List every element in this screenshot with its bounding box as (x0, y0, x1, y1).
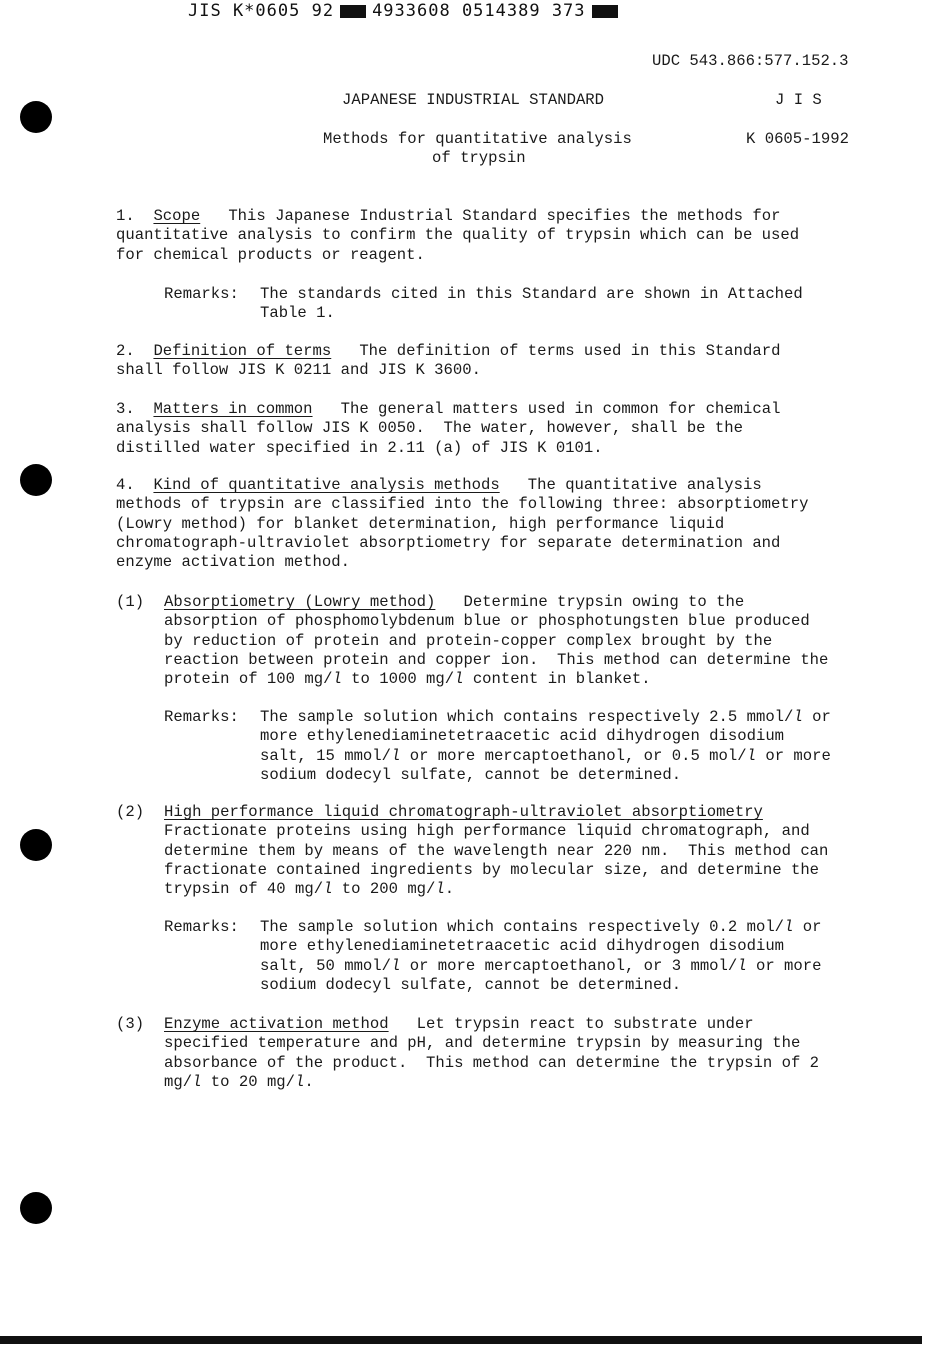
method-2-hplc (164, 803, 828, 899)
unit-litre: l (391, 746, 401, 765)
text-line: fractionate contained ingredients by molecular size, and determine the (164, 860, 820, 879)
standard-number: K 0605-1992 (746, 130, 849, 148)
section-heading: Matters in common (153, 400, 313, 418)
text-line: enzyme activation method. (116, 553, 350, 572)
text-line: specified temperature and pH, and determine trypsin by measuring the (164, 1034, 801, 1053)
document-title-line-1: Methods for quantitative analysis (323, 130, 632, 148)
unit-litre: l (295, 1072, 305, 1091)
text-fragment: The sample solution which contains respectively 0.2 mol/ (260, 918, 785, 936)
text-fragment: or (802, 708, 831, 726)
document-title-line-2: of trypsin (432, 149, 526, 167)
unit-litre: l (192, 1072, 202, 1091)
section-scope (116, 207, 799, 265)
text-line: Determine trypsin owing to the (463, 593, 745, 611)
method-3-number: (3) (116, 1015, 145, 1033)
section-heading: Definition of terms (153, 342, 332, 360)
text-line: Fractionate proteins using high performance liquid chromatograph, and (164, 822, 810, 841)
text-line: The general matters used in common for chemical (340, 400, 781, 418)
unit-litre: l (737, 956, 747, 975)
unit-litre: l (332, 670, 342, 689)
method-heading: Enzyme activation method (164, 1015, 389, 1033)
remarks-label: Remarks: (164, 285, 239, 303)
text-fragment: salt, 50 mmol/ (260, 956, 392, 975)
text-line: distilled water specified in 2.11 (a) of JIS K 0101. (116, 438, 603, 457)
text-fragment: protein of 100 mg/ (164, 670, 333, 689)
document-code-line (188, 2, 624, 21)
text-line: shall follow JIS K 0211 and JIS K 3600. (116, 361, 481, 380)
text-line: sodium dodecyl sulfate, cannot be determined. (260, 975, 682, 994)
text-line: quantitative analysis to confirm the quality of trypsin which can be used (116, 226, 800, 245)
section-matters-in-common (116, 400, 780, 458)
text-line: Let trypsin react to substrate under (416, 1015, 754, 1033)
organization-title: JAPANESE INDUSTRIAL STANDARD (342, 91, 605, 109)
text-line: by reduction of protein and protein-copper complex brought by the (164, 631, 773, 650)
text-line: (Lowry method) for blanket determination, high performance liquid (116, 514, 725, 533)
text-line: more ethylenediaminetetraacetic acid dihydrogen disodium (260, 937, 785, 956)
code-part-1: JIS K*0605 92 (188, 1, 335, 21)
unit-litre: l (746, 746, 756, 765)
text-line: The quantitative analysis (527, 476, 762, 494)
text-line: sodium dodecyl sulfate, cannot be determined. (260, 765, 682, 784)
method-heading: Absorptiometry (Lowry method) (164, 593, 436, 611)
method-heading: High performance liquid chromatograph-ultraviolet absorptiometry (164, 803, 763, 821)
section-kind-of-methods (116, 476, 808, 572)
section-number: 4. (116, 476, 135, 494)
remarks-text (260, 708, 831, 785)
method-1-number: (1) (116, 593, 145, 611)
remarks-text (260, 918, 822, 995)
unit-litre: l (323, 880, 333, 899)
text-fragment: . (444, 880, 455, 899)
text-fragment: or more (755, 746, 831, 765)
code-part-2: 4933608 0514389 373 (372, 1, 586, 21)
section-number: 2. (116, 342, 135, 360)
text-line: analysis shall follow JIS K 0050. The water, however, shall be the (116, 419, 743, 438)
text-fragment: The sample solution which contains respectively 2.5 mmol/ (260, 708, 794, 726)
text-line: The standards cited in this Standard are shown in Attached (260, 285, 803, 303)
section-number: 3. (116, 400, 135, 418)
binding-hole-mark (20, 101, 52, 133)
section-heading: Kind of quantitative analysis methods (153, 476, 500, 494)
remarks-label: Remarks: (164, 708, 239, 726)
method-1-absorptiometry (164, 593, 828, 689)
jis-mark: J I S (775, 91, 822, 109)
remarks-label: Remarks: (164, 918, 239, 936)
method-2-number: (2) (116, 803, 145, 821)
black-block-mark (592, 5, 618, 18)
text-line: determine them by means of the wavelength near 220 nm. This method can (164, 841, 829, 860)
text-line: Table 1. (260, 304, 335, 323)
text-fragment: or (793, 918, 822, 936)
text-fragment: mg/ (164, 1072, 193, 1091)
unit-litre: l (391, 956, 401, 975)
unit-litre: l (784, 918, 794, 936)
remarks-text (260, 285, 803, 324)
text-line: methods of trypsin are classified into the following three: absorptiometry (116, 495, 809, 514)
binding-hole-mark (20, 1192, 52, 1224)
text-fragment: or more mercaptoethanol, or 0.5 mol/ (400, 746, 747, 765)
text-line: reaction between protein and copper ion. This method can determine the (164, 650, 829, 669)
text-line: more ethylenediaminetetraacetic acid dihydrogen disodium (260, 727, 785, 746)
text-fragment: . (304, 1072, 314, 1091)
black-block-mark (340, 5, 366, 18)
text-line: absorption of phosphomolybdenum blue or phosphotungsten blue produced (164, 612, 810, 631)
text-fragment: or more mercaptoethanol, or 3 mmol/ (400, 956, 738, 975)
unit-litre: l (793, 708, 803, 726)
text-line: absorbance of the product. This method can determine the trypsin of 2 (164, 1053, 820, 1072)
binding-hole-mark (20, 464, 52, 496)
unit-litre: l (454, 670, 464, 689)
text-fragment: or more (746, 956, 822, 975)
section-definition-of-terms (116, 342, 780, 381)
text-fragment: trypsin of 40 mg/ (164, 880, 324, 899)
text-line: for chemical products or reagent. (116, 245, 425, 264)
section-heading: Scope (153, 207, 201, 225)
text-fragment: to 20 mg/ (201, 1072, 296, 1091)
udc-number: UDC 543.866:577.152.3 (652, 52, 849, 70)
text-fragment: content in blanket. (463, 670, 651, 689)
binding-hole-mark (20, 829, 52, 861)
text-line: This Japanese Industrial Standard specifies the methods for (228, 207, 781, 225)
section-number: 1. (116, 207, 135, 225)
text-fragment: salt, 15 mmol/ (260, 746, 392, 765)
text-line: The definition of terms used in this Standard (359, 342, 781, 360)
page-bottom-rule (0, 1336, 922, 1344)
unit-litre: l (435, 880, 445, 899)
text-fragment: to 200 mg/ (332, 880, 436, 899)
method-3-enzyme-activation (164, 1015, 819, 1092)
text-line: chromatograph-ultraviolet absorptiometry for separate determination and (116, 533, 781, 552)
text-fragment: to 1000 mg/ (341, 670, 455, 689)
